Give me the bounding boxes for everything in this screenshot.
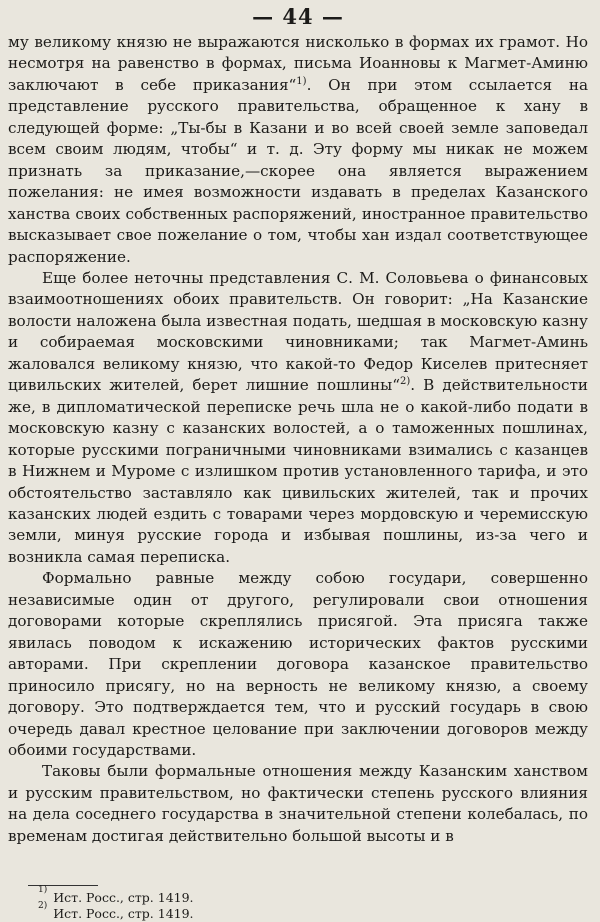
footnote-mark: 2) [38, 901, 48, 912]
footnote-1 [38, 885, 588, 906]
page-number: — 44 — [252, 4, 344, 29]
body-text [8, 32, 588, 847]
footnote-2 [38, 901, 588, 922]
footnote-ref-2[interactable]: 2) [399, 376, 411, 388]
paragraph-4: Таковы были формальные отношения между Казанским ханством и русским правительством, но фактически степень русского влияния на дела соседнего государства в значительной степени колебалась, по временам достигая действительно большой высоты и в [8, 762, 588, 845]
footnote-text: Ист. Росс., стр. 1419. [53, 890, 194, 906]
paragraph-3: Формально равные между собою государи, совершенно независимые один от другого, регулировали свои отношения договорами которые скреплялись присягой. Эта присяга также явилась поводом к искажению исторических фактов русскими авторами. При скреплении договора казанское правительство приносило присягу, но на верность не великому князю, а своему договору. Это подтверждается тем, что и русский государь в свою очередь давал крестное целование при заключении договоров между обоими государствами. [8, 569, 588, 759]
footnote-mark: 1) [38, 885, 48, 896]
paragraph-1: му великому князю не выражаются нисколько в формах их грамот. Но несмотря на равенство в формах, письма Иоанновы к Магмет-Аминю заключают в себе приказания“$^{1)}$. Он при этом ссылается на представление русского правительства, обращенное к хану в следующей форме: „Ты-бы в Казани и во всей своей земле заповедал всем своим людям, чтобы“ и т. д. Эту форму мы никак не можем признать за приказание,—скорее она является выражением пожелания: не имея возможности издавать в пределах Казанского ханства своих собственных распоряжений, иностранное правительство высказывает свое пожелание о том, чтобы хан издал соответствующее распоряжение. [8, 33, 588, 266]
footnote-ref-1[interactable]: 1) [296, 75, 307, 87]
footnotes [8, 885, 588, 922]
paragraph-2: Еще более неточны представления С. М. Соловьева о финансовых взаимоотношениях обоих правительств. Он говорит: „На Казанские волости наложена была известная подать, шедшая в московскую казну и собираемая московскими чиновниками; так Магмет-Аминь жаловался великому князю, что какой-то Федор Киселев притесняет цивильских жителей, берет лишние пошлины“$^{2)}$. В действительности же, в дипломатической переписке речь шла не о какой-либо подати в московскую казну с казанских волостей, а о таможенных пошлинах, которые русскими пограничными чиновниками взимались с казанцев в Нижнем и Муроме с излишком против установленного тарифа, и это обстоятельство заставляло как цивильских жителей, так и прочих казанских людей ездить с товарами через мордовскую и черемисскую земли, минуя русские города и избывая пошлины, из-за чего и возникла самая переписка. [8, 268, 589, 566]
footnote-text: Ист. Росс., стр. 1419. [53, 906, 194, 922]
